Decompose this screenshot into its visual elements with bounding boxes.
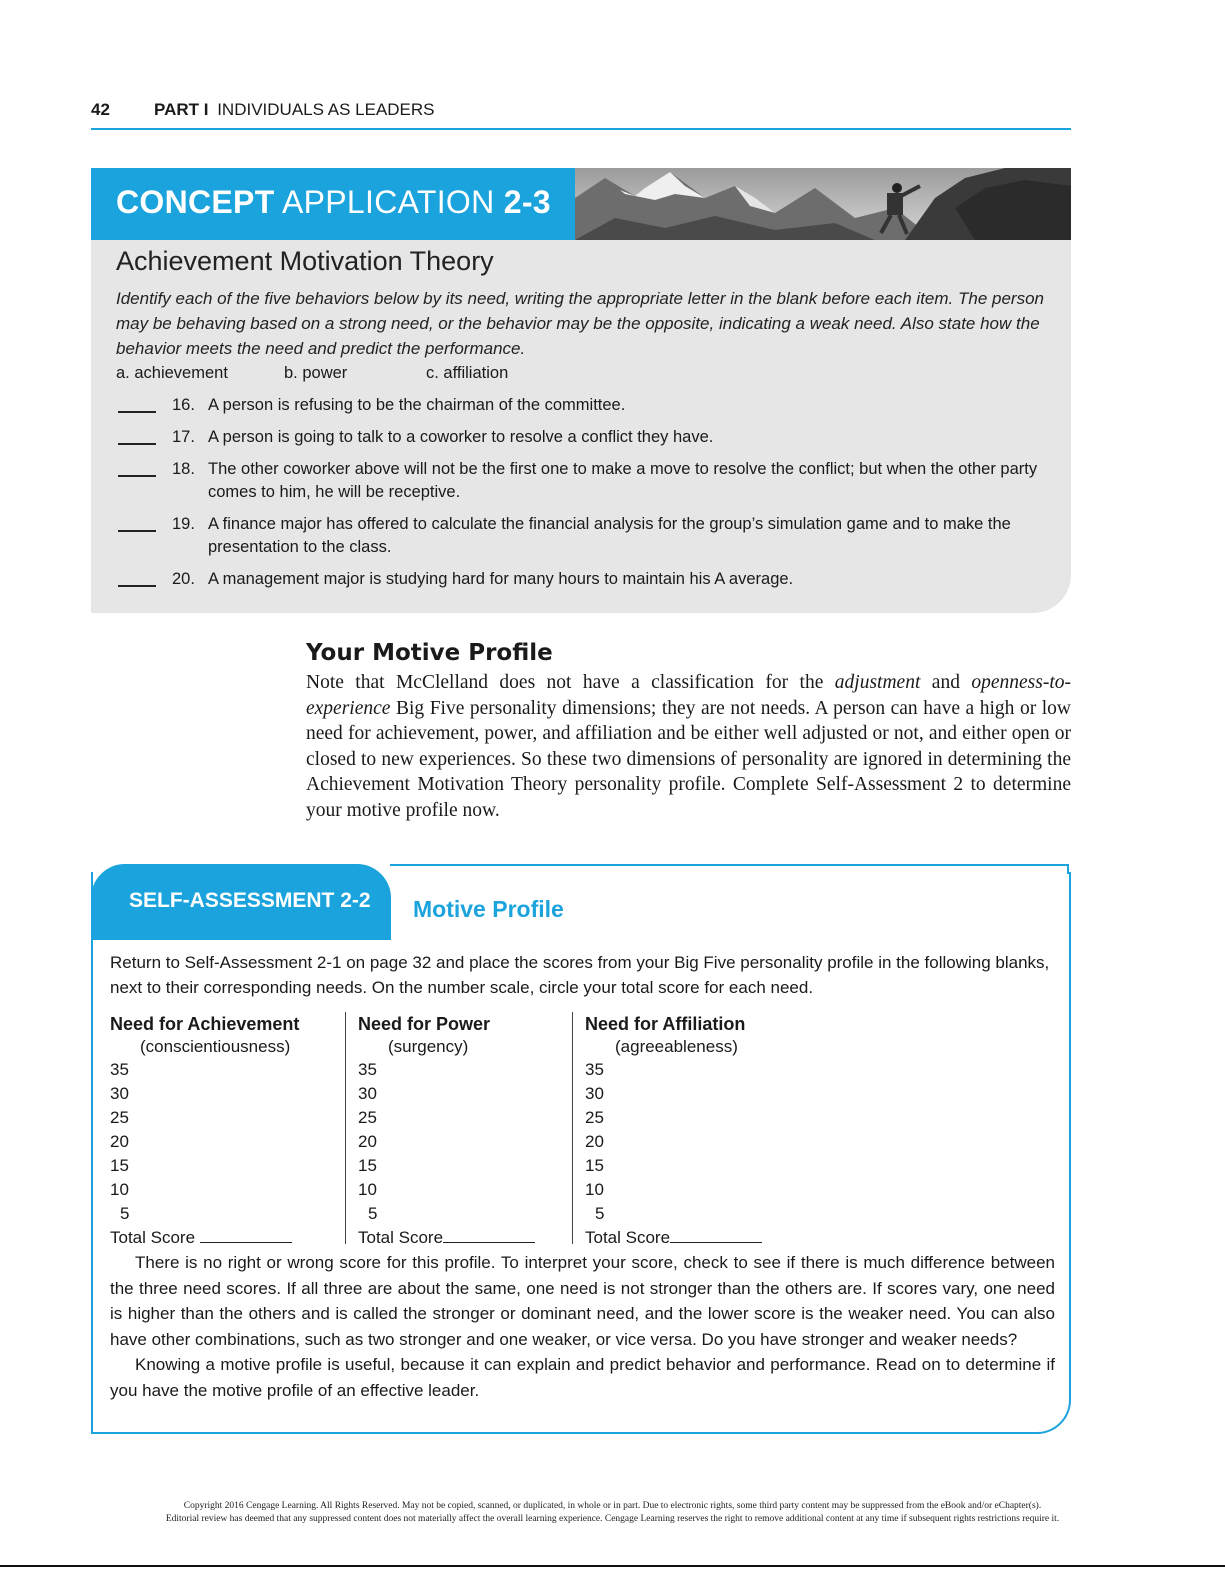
score-scale — [110, 1058, 299, 1226]
item-text: A person is refusing to be the chairman of the committee. — [208, 396, 626, 414]
banner-word-application: APPLICATION — [282, 184, 495, 220]
paragraph-text: Big Five personality dimensions; they are not needs. A person can have a high or low need for achievement, power, and affiliation and be either well adjusted or not, and either open or closed to new experiences. So these two dimensions of personality are ignored in determining the Achievement Motivation Theory personality profile. Complete Self-Assessment 2 to determine your motive profile now. — [306, 697, 1071, 821]
scale-value[interactable]: 20 — [110, 1132, 129, 1151]
scale-value[interactable]: 30 — [110, 1084, 129, 1103]
item-text: A finance major has offered to calculate the financial analysis for the group’s simulation game and to make the presentation to the class. — [208, 515, 1011, 556]
scale-value[interactable]: 10 — [110, 1180, 129, 1199]
concept-application-box — [91, 168, 1071, 613]
column-subhead: (agreeableness) — [615, 1037, 738, 1056]
paragraph-text: and — [920, 672, 972, 693]
total-score-blank[interactable] — [200, 1228, 292, 1243]
list-item — [116, 458, 1046, 504]
need-achievement-column — [110, 1012, 299, 1250]
total-score-label: Total Score — [585, 1228, 671, 1247]
scale-value[interactable]: 25 — [110, 1108, 129, 1127]
answer-blank[interactable] — [118, 585, 156, 587]
scale-value[interactable]: 15 — [358, 1156, 377, 1175]
scale-value[interactable]: 20 — [585, 1132, 604, 1151]
motive-profile-section — [306, 640, 1071, 823]
scale-value[interactable]: 20 — [358, 1132, 377, 1151]
answer-blank[interactable] — [118, 530, 156, 532]
scale-value[interactable]: 25 — [585, 1108, 604, 1127]
running-head — [91, 100, 1071, 130]
concept-title: Achievement Motivation Theory — [116, 246, 494, 276]
banner-word-concept: CONCEPT — [116, 184, 275, 220]
total-score-blank[interactable] — [443, 1228, 535, 1243]
body-paragraph: Knowing a motive profile is useful, because it can explain and predict behavior and performance. Read on to determine if you have the motive profile of an effective leader. — [110, 1355, 1055, 1400]
scale-value[interactable]: 30 — [585, 1084, 604, 1103]
banner-number: 2-3 — [503, 184, 551, 220]
scale-value[interactable]: 30 — [358, 1084, 377, 1103]
answer-choices — [116, 364, 508, 383]
total-score-row — [585, 1226, 762, 1250]
column-subhead: (surgency) — [388, 1037, 469, 1056]
self-assessment-label: SELF-ASSESSMENT 2-2 — [129, 889, 371, 912]
scale-value[interactable]: 10 — [585, 1180, 604, 1199]
total-score-row — [358, 1226, 535, 1250]
list-item — [116, 394, 1046, 417]
part-label: PART I — [154, 100, 209, 119]
paragraph-text: Note that McClelland does not have a classification for the — [306, 672, 835, 693]
item-number: 20. — [172, 570, 195, 588]
copyright-notice — [0, 1500, 1225, 1526]
choice-power: b. power — [284, 364, 348, 382]
scale-value[interactable]: 15 — [110, 1156, 129, 1175]
page-number: 42 — [91, 100, 110, 119]
answer-blank[interactable] — [118, 475, 156, 477]
total-score-blank[interactable] — [670, 1228, 762, 1243]
mountain-photo-illustration — [575, 168, 1071, 240]
list-item — [116, 426, 1046, 449]
body-paragraph: There is no right or wrong score for this profile. To interpret your score, check to see if there is much difference between the three need scores. If all three are about the same, one need is not stronger than the others are. If scores vary, one need is higher than the others and is called the stronger or dominant need, and the lower score is the weaker need. You can also have other combinations, such as two stronger and one weaker, or vice versa. Do you have stronger and weaker needs? — [110, 1253, 1055, 1349]
scale-value[interactable]: 35 — [358, 1060, 377, 1079]
score-scale — [358, 1058, 535, 1226]
score-scale — [585, 1058, 762, 1226]
need-power-column — [345, 1012, 535, 1247]
item-text: The other coworker above will not be the first one to make a move to resolve the conflict; but when the other party comes to him, he will be receptive. — [208, 460, 1038, 501]
need-affiliation-column — [572, 1012, 762, 1247]
item-number: 18. — [172, 460, 195, 478]
page-bottom-rule — [0, 1565, 1225, 1567]
item-number: 16. — [172, 396, 195, 414]
scale-value[interactable]: 5 — [368, 1204, 378, 1223]
part-name: INDIVIDUALS AS LEADERS — [217, 100, 435, 119]
self-assessment-title: Motive Profile — [413, 896, 564, 922]
copyright-line: Editorial review has deemed that any suppressed content does not materially affect the overall learning experience. Cengage Learning reserves the right to remove additional content at any time if subsequent rights restrictions require it. — [165, 1514, 1060, 1524]
column-head: Need for Affiliation — [585, 1014, 746, 1034]
list-item — [116, 513, 1046, 559]
part-title — [154, 100, 435, 120]
column-subhead: (conscientiousness) — [140, 1037, 291, 1056]
self-assessment-top-border — [390, 864, 1069, 866]
column-head: Need for Achievement — [110, 1014, 300, 1034]
list-item — [116, 568, 1046, 591]
scale-value[interactable]: 15 — [585, 1156, 604, 1175]
section-heading: Your Motive Profile — [306, 640, 553, 666]
scale-value[interactable]: 5 — [120, 1204, 130, 1223]
emphasis-adjustment: adjustment — [834, 672, 921, 693]
self-assessment-body — [110, 1250, 1055, 1403]
emphasis-openness: openness-to-experience — [306, 672, 1072, 719]
column-head: Need for Power — [358, 1014, 491, 1034]
total-score-label: Total Score — [358, 1228, 444, 1247]
concept-instructions: Identify each of the five behaviors below by its need, writing the appropriate letter in the blank before each item. The person may be behaving based on a strong need, or the behavior may be the opposite, indicating a weak need. Also state how the behavior meets the need and predict the performance. — [116, 289, 1044, 358]
scale-value[interactable]: 35 — [585, 1060, 604, 1079]
scale-value[interactable]: 35 — [110, 1060, 129, 1079]
concept-banner-title — [116, 184, 551, 221]
item-text: A management major is studying hard for many hours to maintain his A average. — [208, 570, 794, 588]
item-number: 19. — [172, 515, 195, 533]
behavior-items — [116, 394, 1046, 600]
answer-blank[interactable] — [118, 411, 156, 413]
self-assessment-intro: Return to Self-Assessment 2-1 on page 32 and place the scores from your Big Five personality profile in the following blanks, next to their corresponding needs. On the number scale, circle your total score for each need. — [110, 953, 1050, 997]
item-text: A person is going to talk to a coworker to resolve a conflict they have. — [208, 428, 714, 446]
total-score-label: Total Score — [110, 1228, 196, 1247]
self-assessment-tab — [91, 864, 391, 940]
item-number: 17. — [172, 428, 195, 446]
total-score-row — [110, 1226, 299, 1250]
copyright-line: Copyright 2016 Cengage Learning. All Rights Reserved. May not be copied, scanned, or duplicated, in whole or in part. Due to electronic rights, some third party content may be suppressed from the eBook and/or eChapter(s). — [183, 1501, 1042, 1511]
mountain-climber-photo — [575, 168, 1071, 240]
concept-banner — [91, 168, 575, 240]
section-paragraph — [306, 670, 1071, 823]
scale-value[interactable]: 5 — [595, 1204, 605, 1223]
choice-affiliation: c. affiliation — [426, 364, 509, 382]
answer-blank[interactable] — [118, 443, 156, 445]
choice-achievement: a. achievement — [116, 364, 228, 382]
scale-value[interactable]: 25 — [358, 1108, 377, 1127]
scale-value[interactable]: 10 — [358, 1180, 377, 1199]
